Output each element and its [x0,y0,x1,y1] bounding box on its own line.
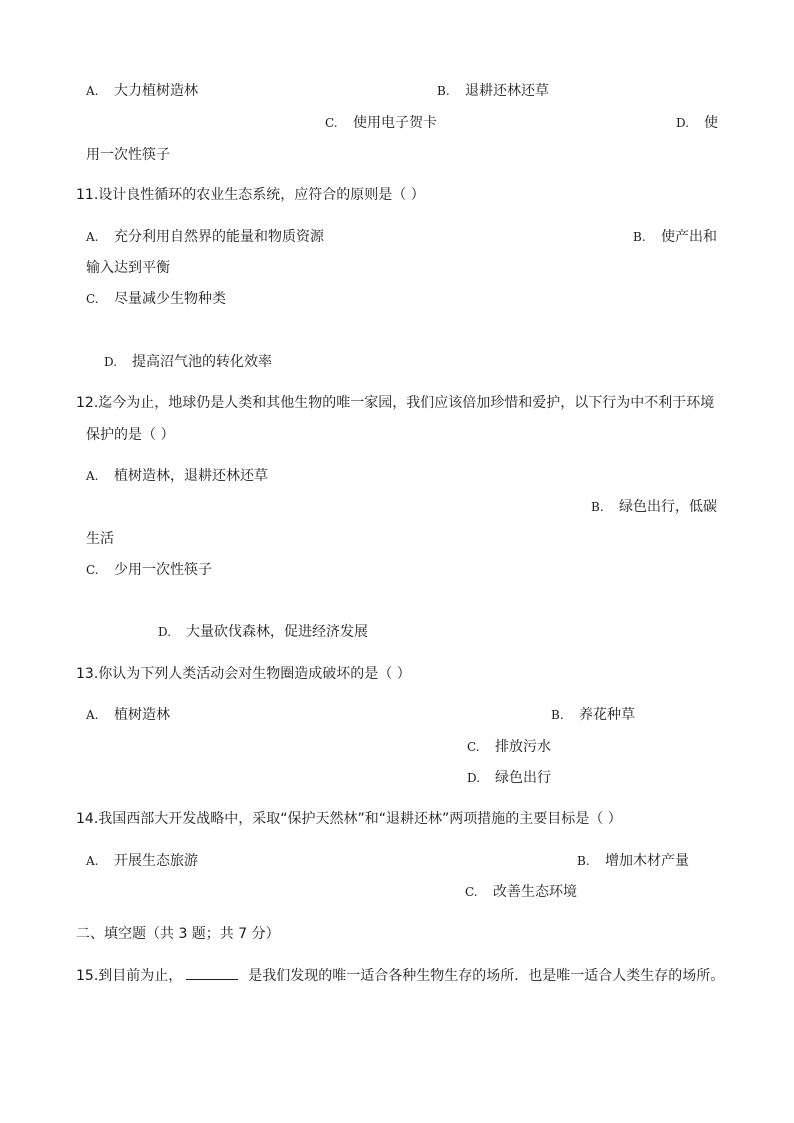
q10-option-b[interactable] [437,81,549,101]
q11-option-d[interactable] [104,352,272,372]
option-text: 提高沼气池的转化效率 [132,354,272,370]
option-letter: A. [86,854,99,868]
option-letter: A. [86,469,99,483]
q11-stem: 11.设计良性循环的农业生态系统，应符合的原则是（ ） [76,187,425,203]
q12-option-c[interactable] [86,560,212,580]
option-text: 使 [704,115,718,131]
option-letter: A. [86,708,99,722]
option-letter: A. [86,84,99,98]
option-letter: D. [104,355,118,369]
option-text: 绿色出行 [495,770,551,786]
q10-option-d[interactable] [676,113,718,133]
q13-option-a[interactable] [86,705,170,725]
q10-option-c[interactable] [325,113,437,133]
option-text: 增加木材产量 [605,853,689,869]
option-letter: C. [86,563,99,577]
q14-stem: 14.我国西部大开发战略中，采取“保护天然林”和“退耕还林”两项措施的主要目标是（ ） [76,811,622,827]
option-text: 大力植树造林 [114,83,198,99]
option-text: 养花种草 [579,707,635,723]
q12-option-d[interactable] [158,622,368,642]
option-text: 退耕还林还草 [465,83,549,99]
option-letter: B. [437,84,450,98]
q13-stem: 13.你认为下列人类活动会对生物圈造成破坏的是（ ） [76,666,411,682]
q14-option-c[interactable] [465,882,577,902]
q12-option-b[interactable] [591,497,717,517]
q15-suffix: 是我们发现的唯一适合各种生物生存的场所．也是唯一适合人类生存的场所。 [248,968,725,984]
option-letter: B. [551,708,564,722]
q15-prefix: 15.到目前为止， [76,968,183,984]
q14-option-b[interactable] [577,851,689,871]
q14-option-a[interactable] [86,851,198,871]
option-text: 少用一次性筷子 [114,562,212,578]
option-text: 大量砍伐森林，促进经济发展 [186,624,368,640]
q13-option-b[interactable] [551,705,635,725]
option-text: 排放污水 [495,739,551,755]
section-heading: 二、填空题（共 3 题；共 7 分） [76,926,280,942]
q13-option-d[interactable] [467,768,551,788]
q10-option-d-wrap: 用一次性筷子 [86,147,170,163]
option-text: 使用电子贺卡 [353,115,437,131]
q12-stem-line1: 12.迄今为止，地球仍是人类和其他生物的唯一家园，我们应该倍加珍惜和爱护，以下行为中不利于环境 [76,395,715,411]
option-text: 使产出和 [661,229,717,245]
option-letter: C. [325,116,338,130]
option-text: 开展生态旅游 [114,853,198,869]
q11-option-b[interactable] [633,227,717,247]
option-text: 尽量减少生物种类 [114,291,226,307]
q15-line [76,965,724,986]
option-letter: C. [467,740,480,754]
q12-option-b-wrap: 生活 [86,531,114,547]
option-letter: A. [86,230,99,244]
option-text: 充分利用自然界的能量和物质资源 [114,229,324,245]
q11-option-b-wrap: 输入达到平衡 [86,260,170,276]
option-text: 植树造林，退耕还林还草 [114,468,268,484]
option-text: 植树造林 [114,707,170,723]
q12-option-a[interactable] [86,466,268,486]
option-letter: B. [591,500,604,514]
option-letter: C. [465,885,478,899]
option-letter: B. [577,854,590,868]
option-letter: D. [158,625,172,639]
q12-stem-line2: 保护的是（ ） [86,427,175,443]
option-letter: C. [86,292,99,306]
option-letter: B. [633,230,646,244]
q10-option-a[interactable] [86,81,198,101]
option-text: 改善生态环境 [493,884,577,900]
q13-option-c[interactable] [467,737,551,757]
q15-answer-blank[interactable] [186,965,238,980]
q11-option-a[interactable] [86,227,324,247]
option-letter: D. [676,116,690,130]
option-letter: D. [467,771,481,785]
option-text: 绿色出行，低碳 [619,499,717,515]
q11-option-c[interactable] [86,289,226,309]
